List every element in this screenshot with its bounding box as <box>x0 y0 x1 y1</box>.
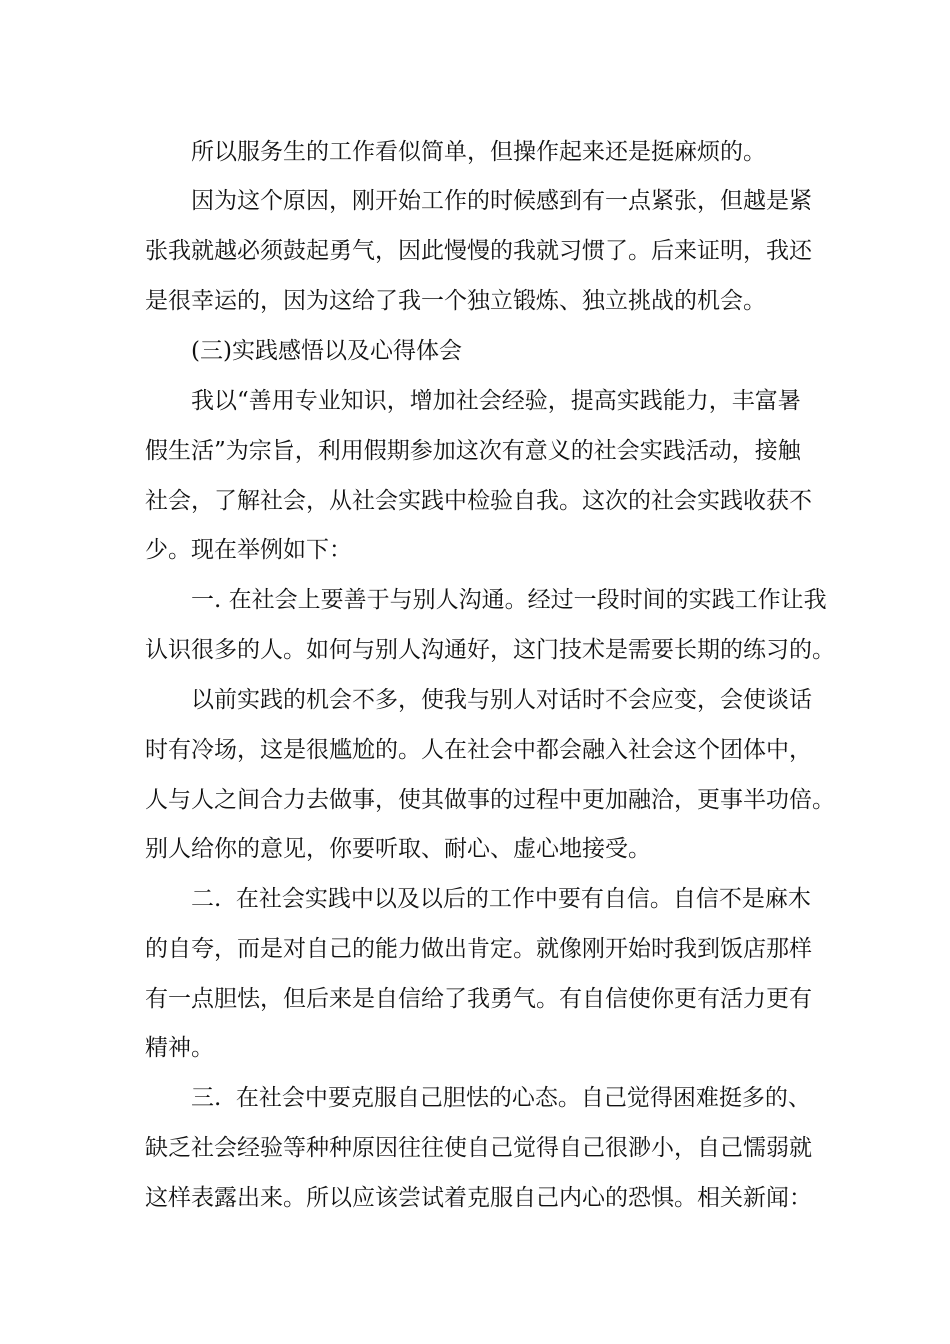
text-line: 人与人之间合力去做事，使其做事的过程中更加融洽，更事半功倍。 <box>145 787 835 813</box>
text-line: 的自夸，而是对自己的能力做出肯定。就像刚开始时我到饭店那样 <box>145 936 812 962</box>
list-item-heading: 三. 在社会中要克服自己胆怯的心态。自己觉得困难挺多的、 <box>191 1085 811 1111</box>
list-item-heading: 二. 在社会实践中以及以后的工作中要有自信。自信不是麻木 <box>191 886 811 912</box>
text-line: 假生活”为宗旨，利用假期参加这次有意义的社会实践活动，接触 <box>145 438 801 464</box>
text-line: 别人给你的意见，你要听取、耐心、虚心地接受。 <box>145 836 651 862</box>
text-line: 张我就越必须鼓起勇气，因此慢慢的我就习惯了。后来证明，我还 <box>145 238 812 264</box>
list-item-heading: 一. 在社会上要善于与别人沟通。经过一段时间的实践工作让我 <box>191 587 827 613</box>
text-line: 有一点胆怯，但后来是自信给了我勇气。有自信使你更有活力更有 <box>145 986 812 1012</box>
text-line: 少。现在举例如下： <box>145 537 352 563</box>
text-line: 以前实践的机会不多，使我与别人对话时不会应变，会使谈话 <box>191 687 812 713</box>
text-line: 所以服务生的工作看似简单，但操作起来还是挺麻烦的。 <box>191 139 766 165</box>
text-line: 缺乏社会经验等种种原因往往使自己觉得自己很渺小，自己懦弱就 <box>145 1135 812 1161</box>
section-heading: (三)实践感悟以及心得体会 <box>191 338 462 364</box>
text-line: 精神。 <box>145 1035 214 1061</box>
text-line: 时有冷场，这是很尴尬的。人在社会中都会融入社会这个团体中， <box>145 737 812 763</box>
text-line: 我以“善用专业知识，增加社会经验，提高实践能力，丰富暑 <box>191 388 801 414</box>
text-line: 是很幸运的，因为这给了我一个独立锻炼、独立挑战的机会。 <box>145 288 766 314</box>
text-line: 认识很多的人。如何与别人沟通好，这门技术是需要长期的练习的。 <box>145 637 835 663</box>
text-line: 因为这个原因，刚开始工作的时候感到有一点紧张，但越是紧 <box>191 188 812 214</box>
text-line: 社会，了解社会，从社会实践中检验自我。这次的社会实践收获不 <box>145 488 812 514</box>
text-line: 这样表露出来。所以应该尝试着克服自己内心的恐惧。相关新闻： <box>145 1185 812 1211</box>
